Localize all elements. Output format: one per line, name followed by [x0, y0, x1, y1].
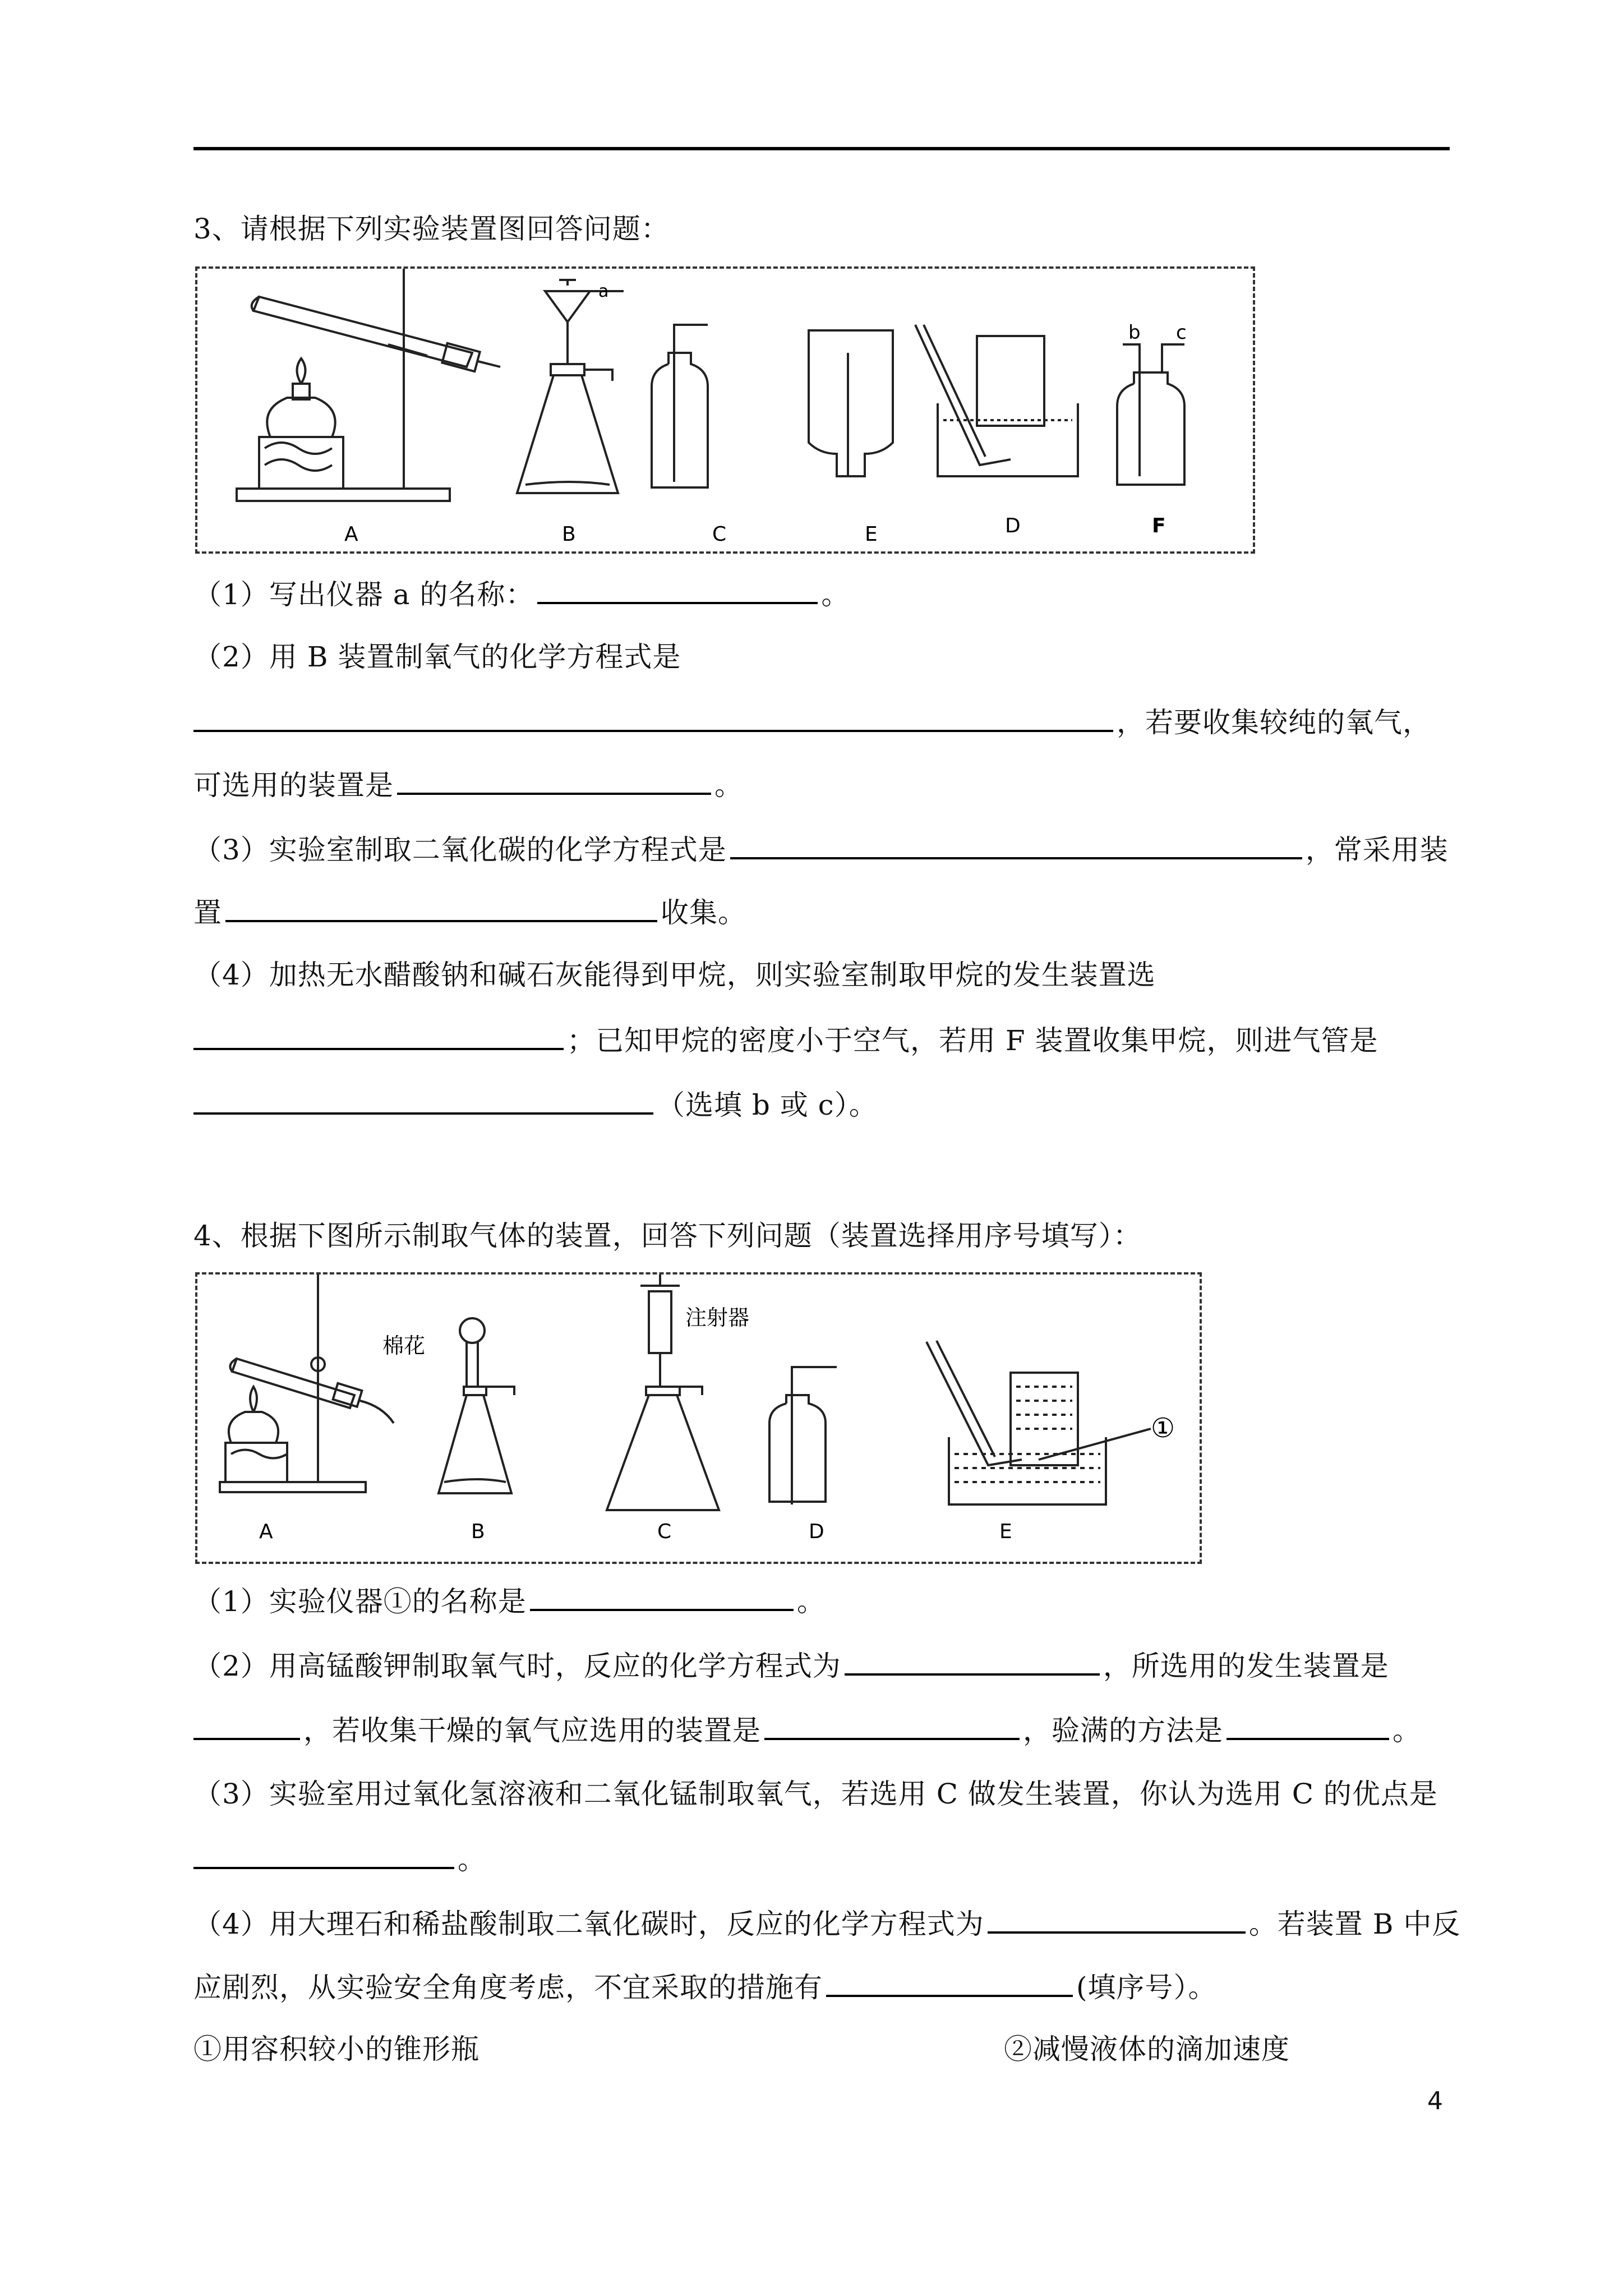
- q3-fig-label-c: C: [712, 523, 727, 546]
- q4-part4-line1-end: 。若装置 B 中反: [1248, 1908, 1461, 1940]
- q3-part4-line3-text: （选填 b 或 c）。: [657, 1089, 878, 1121]
- q3-part2-line3: [193, 766, 743, 804]
- q3-part2-line2: [193, 703, 1431, 741]
- q3-part3-line2: [193, 893, 746, 931]
- q4-part1-end: 。: [796, 1585, 826, 1618]
- q3-part3-line1-end: ，常采用装: [1305, 834, 1449, 866]
- q3-fig-label-f: F: [1152, 514, 1166, 537]
- q3-part2-line3-end: 。: [714, 769, 743, 802]
- q3-part2-line1: （2）用 B 装置制氧气的化学方程式是: [193, 641, 681, 673]
- q4-part2-line2: [193, 1711, 1421, 1749]
- q3-part3-line2-end: 收集。: [661, 896, 746, 929]
- q4-part4-line1-text: （4）用大理石和稀盐酸制取二氧化碳时，反应的化学方程式为: [193, 1908, 984, 1940]
- q4-part2-line2-end: 。: [1393, 1714, 1421, 1747]
- q4-part2-generator-blank[interactable]: [193, 1711, 300, 1740]
- q4-part3-line1: （3）实验室用过氧化氢溶液和二氧化锰制取氧气，若选用 C 做发生装置，你认为选用 C 的优点是: [193, 1778, 1438, 1810]
- q4-part2-line2-text2: ，验满的方法是: [1023, 1714, 1223, 1747]
- q4-part4-line1: [193, 1904, 1460, 1943]
- q3-fig-label-a: A: [344, 523, 358, 546]
- q4-part1-blank[interactable]: [530, 1582, 794, 1611]
- q4-part4-equation-blank[interactable]: [988, 1904, 1246, 1934]
- q4-fig-label-d: D: [809, 1520, 824, 1543]
- q3-fig-label-b: B: [562, 523, 576, 546]
- q4-syringe-label: 注射器: [685, 1305, 750, 1330]
- q4-part3-advantage-blank[interactable]: [193, 1840, 454, 1869]
- q4-part2-line1-end: ，所选用的发生装置是: [1103, 1650, 1389, 1682]
- page-number: 4: [1427, 2087, 1443, 2115]
- q3-part2-line3-text: 可选用的装置是: [193, 769, 394, 802]
- q4-part4-line2-text: 应剧烈，从实验安全角度考虑，不宜采取的措施有: [193, 1971, 823, 2004]
- q3-apparatus-drawing: [197, 269, 1253, 551]
- q3-title: 3、请根据下列实验装置图回答问题：: [193, 213, 670, 245]
- q3-part1-end: 。: [821, 578, 850, 611]
- q3-figure: [195, 266, 1255, 554]
- q4-apparatus-drawing: [197, 1274, 1200, 1562]
- q3-part3-line1-text: （3）实验室制取二氧化碳的化学方程式是: [193, 834, 727, 866]
- q4-part2-line1: [193, 1646, 1389, 1685]
- q3-part1: [193, 575, 850, 613]
- q4-option-2: ②减慢液体的滴加速度: [1004, 2033, 1290, 2065]
- q4-option-1: ①用容积较小的锥形瓶: [193, 2033, 479, 2065]
- q4-part3-line2: [193, 1840, 486, 1878]
- q3-part4-line2: [193, 1021, 1378, 1059]
- q4-part1: [193, 1582, 826, 1620]
- q4-fig-label-e: E: [999, 1520, 1012, 1543]
- q4-part4-line2-end: (填序号）。: [1076, 1971, 1217, 2004]
- q3-part4-line3: [193, 1085, 878, 1124]
- q4-circle-label: ①: [1151, 1412, 1175, 1444]
- q4-cotton-label: 棉花: [382, 1333, 426, 1358]
- q3-part3-line2-text: 置: [193, 896, 222, 929]
- q4-part4-measure-blank[interactable]: [826, 1968, 1073, 1997]
- q4-fig-label-a: A: [259, 1520, 273, 1543]
- q4-part2-equation-blank[interactable]: [845, 1646, 1100, 1676]
- q4-part2-line2-text1: ，若收集干燥的氧气应选用的装置是: [303, 1714, 761, 1747]
- q3-label-b: b: [1128, 321, 1141, 344]
- q3-part2-line2-text: ，若要收集较纯的氧气，: [1117, 706, 1431, 739]
- q3-part3-line1: [193, 830, 1449, 868]
- q3-part1-blank[interactable]: [537, 575, 818, 604]
- q4-part2-line1-text: （2）用高锰酸钾制取氧气时，反应的化学方程式为: [193, 1650, 841, 1682]
- q4-part4-line2: [193, 1968, 1217, 2006]
- q4-part2-collector-blank[interactable]: [764, 1711, 1020, 1740]
- q3-part2-device-blank[interactable]: [397, 766, 711, 795]
- q3-part4-device-blank[interactable]: [193, 1021, 564, 1050]
- q4-figure: [195, 1272, 1202, 1564]
- header-rule: [193, 147, 1450, 150]
- q3-part4-line1: （4）加热无水醋酸钠和碱石灰能得到甲烷，则实验室制取甲烷的发生装置选: [193, 959, 1156, 991]
- q4-part3-line2-end: 。: [458, 1843, 486, 1876]
- q4-fig-label-c: C: [657, 1520, 672, 1543]
- q3-part3-equation-blank[interactable]: [730, 830, 1302, 859]
- q3-part4-line2-text: ；已知甲烷的密度小于空气，若用 F 装置收集甲烷，则进气管是: [567, 1024, 1378, 1057]
- q3-fig-label-d: D: [1005, 514, 1021, 537]
- q3-part3-device-blank[interactable]: [225, 893, 657, 922]
- q3-part2-equation-blank[interactable]: [193, 703, 1113, 732]
- q4-part2-check-blank[interactable]: [1227, 1711, 1389, 1740]
- q4-fig-label-b: B: [471, 1520, 485, 1543]
- q3-part1-text: （1）写出仪器 a 的名称：: [193, 578, 534, 611]
- q3-fig-label-e: E: [865, 523, 878, 546]
- q4-title: 4、根据下图所示制取气体的装置，回答下列问题（装置选择用序号填写）：: [193, 1220, 1142, 1252]
- q3-label-a: a: [598, 282, 609, 301]
- q4-part1-text: （1）实验仪器①的名称是: [193, 1585, 527, 1618]
- q3-part4-tube-blank[interactable]: [193, 1085, 653, 1115]
- q3-label-c: c: [1176, 321, 1187, 344]
